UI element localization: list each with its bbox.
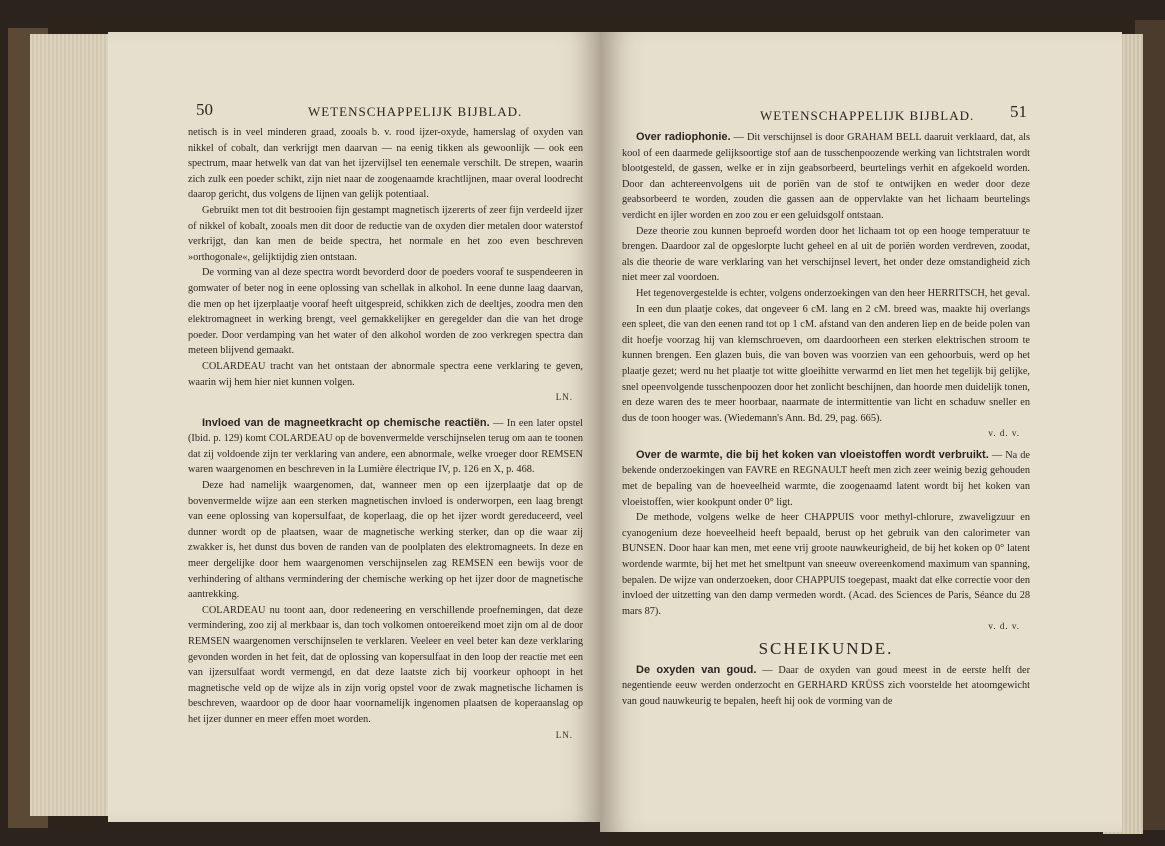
article-title: Over de warmte, die bij het koken van vloeistoffen wordt verbruikt. [636,448,989,461]
paragraph: Deze theorie zou kunnen beproefd worden door het lichaam tot op een hooge temperatuur te brengen. Daardoor zal de opgeslorpte lucht geheel en al uit de poriën worden verdreven, zoodat, als die theorie de ware verklaring van het verschijnsel levert, het onder deze omstandigheid zich niet meer zal voordoen. [622,225,1030,284]
article-paragraph [622,448,1030,510]
paragraph: COLARDEAU nu toont aan, door redeneering en verschillende proefnemingen, dat deze vermindering, zoo zij al merkbaar is, dan toch volkomen ontoereikend moet zijn om al de door REMSEN waargenomen verschijnselen te verklaren. Veeleer en veel beter kan deze verklaring gevonden worden in het feit, dat de oplossing van kopersulfaat in den loop der reactie met een van ijzersulfaat wordt vermengd, en dat deze laatste zich bij voorkeur ophoopt in het magnetische veld op de wijze als in zijn vorig opstel voor de zwak magnetische lichamen is beschreven, waardoor op de door haar voornamelijk ingenomen plaatsen de koperaanslag op het ijzer dunner en meer effen moet worden. [188,604,583,725]
paragraph: COLARDEAU tracht van het ontstaan der abnormale spectra eene verklaring te geven, waarin wij hem hier niet kunnen volgen. [188,360,583,388]
section-heading: SCHEIKUNDE. [758,639,894,658]
running-head: WETENSCHAPPELIJK BIJBLAD. [308,104,523,119]
article-title: Over radiophonie. [636,131,731,143]
running-head: WETENSCHAPPELIJK BIJBLAD. [760,108,975,123]
author-signature: LN. [555,729,573,740]
left-page [108,32,603,822]
article-text: — Na de bekende onderzoekingen van FAVRE en REGNAULT heeft men zich zeer weinig bezig gehouden met de bepaling van de hoeveelheid warmte, die zoogenaamd latent wordt bij het koken van vloeistoffen, wier kookpunt onder 0° ligt. [622,449,1031,508]
paragraph: In een dun plaatje cokes, dat ongeveer 6 cM. lang en 2 cM. breed was, maakte hij overlangs een spleet, die van den eenen rand tot op 1 cM. afstand van den anderen liep en de beide polen van dit hoefje voorzag hij van klemschroeven, om daardoorheen een sterken elektrischen stroom te kunnen brengen. Een glazen buis, die van boven was voorzien van een gehoorbuis, werd op het plaatje gezet; werd nu het plaatje tot witte gloeihitte verwarmd en liet men het tegelijk bij gelijke, snel opeenvolgende tusschenpoozen door het zonlicht beschijnen, dan hoorde men duidelijk tonen, en deze waren des te meer hoorbaar, naarmate de intermittentie van licht en schaduw sneller en dus de toon hooger was. (Wiedemann's Ann. Bd. 29, pag. 665). [622,303,1030,424]
article-text: — Daar de oxyden van goud meest in de eerste helft der negentiende eeuw werden onderzocht en GERHARD KRÜSS zich voorstelde het atoomgewicht van goud nauwkeurig te bepalen, heeft hij ook de vorming van de [622,664,1030,707]
page-number: 50 [196,100,213,119]
article-title: Invloed van de magneetkracht op chemische reactiën. [202,416,490,429]
paragraph: Het tegenovergestelde is echter, volgens onderzoekingen van den heer HERRITSCH, het geval. [636,287,1030,299]
page-edges-left [30,34,110,816]
page-number: 51 [1010,102,1027,121]
right-column [622,130,1030,709]
paragraph: Gebruikt men tot dit bestrooien fijn gestampt magnetisch ijzererts of zeer fijn verdeeld ijzer of nikkel of kobalt, zooals men dit door de reductie van de oxyden dier metalen door waterstof verkrijgt, dan kan men de beide spectra, het normale en het zoo even beschreven »orthogonale«, gelijktijdig zien ontstaan. [188,204,583,263]
article-text: — In een later opstel (Ibid. p. 129) komt COLARDEAU op de bovenvermelde verschijnselen terug om aan te toonen dat zij voldoende zijn ter verklaring van andere, een abnormale, welke vroeger door REMSEN waren waargenomen en beschreven in la Lumière électrique IV, p. 126 en X, p. 468. [188,417,583,476]
author-signature: LN. [555,392,573,403]
paragraph: De methode, volgens welke de heer CHAPPUIS voor methyl-chlorure, zwaveligzuur en cyanogenium deze hoeveelheid heeft bepaald, berust op het gebruik van den calorimeter van BUNSEN. Door haar kan men, met eene vrij groote nauwkeurigheid, de bij het koken op 0° latent wordende warmte, bij het met het smeltpunt van sneeuw overeenkomend maximum van spanning, bepalen. De wijze van onderzoeken, door CHAPPUIS toegepast, maakt dat elke correctie voor den invloed der uitzetting van den damp vermeden wordt. (Acad. des Sciences de Paris, Séance du 28 mars 87). [622,512,1030,617]
paragraph: Deze had namelijk waargenomen, dat, wanneer men op een ijzerplaatje dat op de bovenvermelde wijze aan een sterken magnetischen invloed is onderworpen, een laag brengt van eene oplossing van kopersulfaat, de koperlaag, die op het ijzer wordt gereduceerd, veel dunner wordt op de plaatsen, waar de magnetische werking sterker, dan op die waar zij zwakker is, het dunst dus boven de randen van de poolplaten des elektromagneets. In deze en meer dergelijke door hem waargenomen verschijnselen zag REMSEN een bewijs voor de verhindering of althans vermindering der chemische werking op het ijzer door de magnetische aantrekking. [188,480,583,601]
paragraph: De vorming van al deze spectra wordt bevorderd door de poeders vooraf te suspendeeren in gomwater of beter nog in eene oplossing van schellak in alkohol. In eene dunne laag daarvan, die men op het ijzerplaatje vooraf heeft uitgespreid, schikken zich de deeltjes, zoodra men den elektromagneet in werking brengt, veel gemakkelijker en geregelder dan die van het droge poeder. Door verdamping van het water of den alkohol worden de zoo verkregen spectra dan meteen blijvend gemaakt. [188,267,583,357]
article-paragraph [622,130,1030,224]
author-signature: v. d. v. [988,621,1020,632]
author-signature: v. d. v. [988,428,1020,439]
paragraph: netisch is in veel minderen graad, zooals b. v. rood ijzer-oxyde, hamerslag of oxyden van nikkel of cobalt, dan verkrijgt men daarvan — na eenig tikken als gewoonlijk — ook een spectrum, maar hetwelk van dat van het ijzervijlsel ten eenemale verschilt. De strepen, waarin zich zulk een poeder schikt, zijn niet naar de zoogenaamde krachtlijnen, maar overal loodrecht daarop gericht, dus volgens de lijnen van gelijk potentiaal. [188,127,583,201]
article-paragraph [622,663,1030,710]
article-title: De oxyden van goud. [636,663,757,676]
left-column [188,125,583,743]
article-text: — Dit verschijnsel is door GRAHAM BELL daaruit verklaard, dat, als kool of een daarmede gelijksoortige stof aan de tusschenpoozende werking van lichtstralen wordt blootgesteld, de gassen, welke er in zijn geabsorbeerd, beurtelings verhit en afgekoeld worden. Door dan achtereenvolgens uit de poriën van de stof te ontwijken en weder door deze geabsorbeerd te worden, zouden die gassen aan de oppervlakte van het lichaam beurtelings verdicht en ijler worden en zoo zou er een geluidsgolf ontstaan. [622,132,1031,221]
article-paragraph [188,416,583,478]
right-page [600,32,1122,832]
